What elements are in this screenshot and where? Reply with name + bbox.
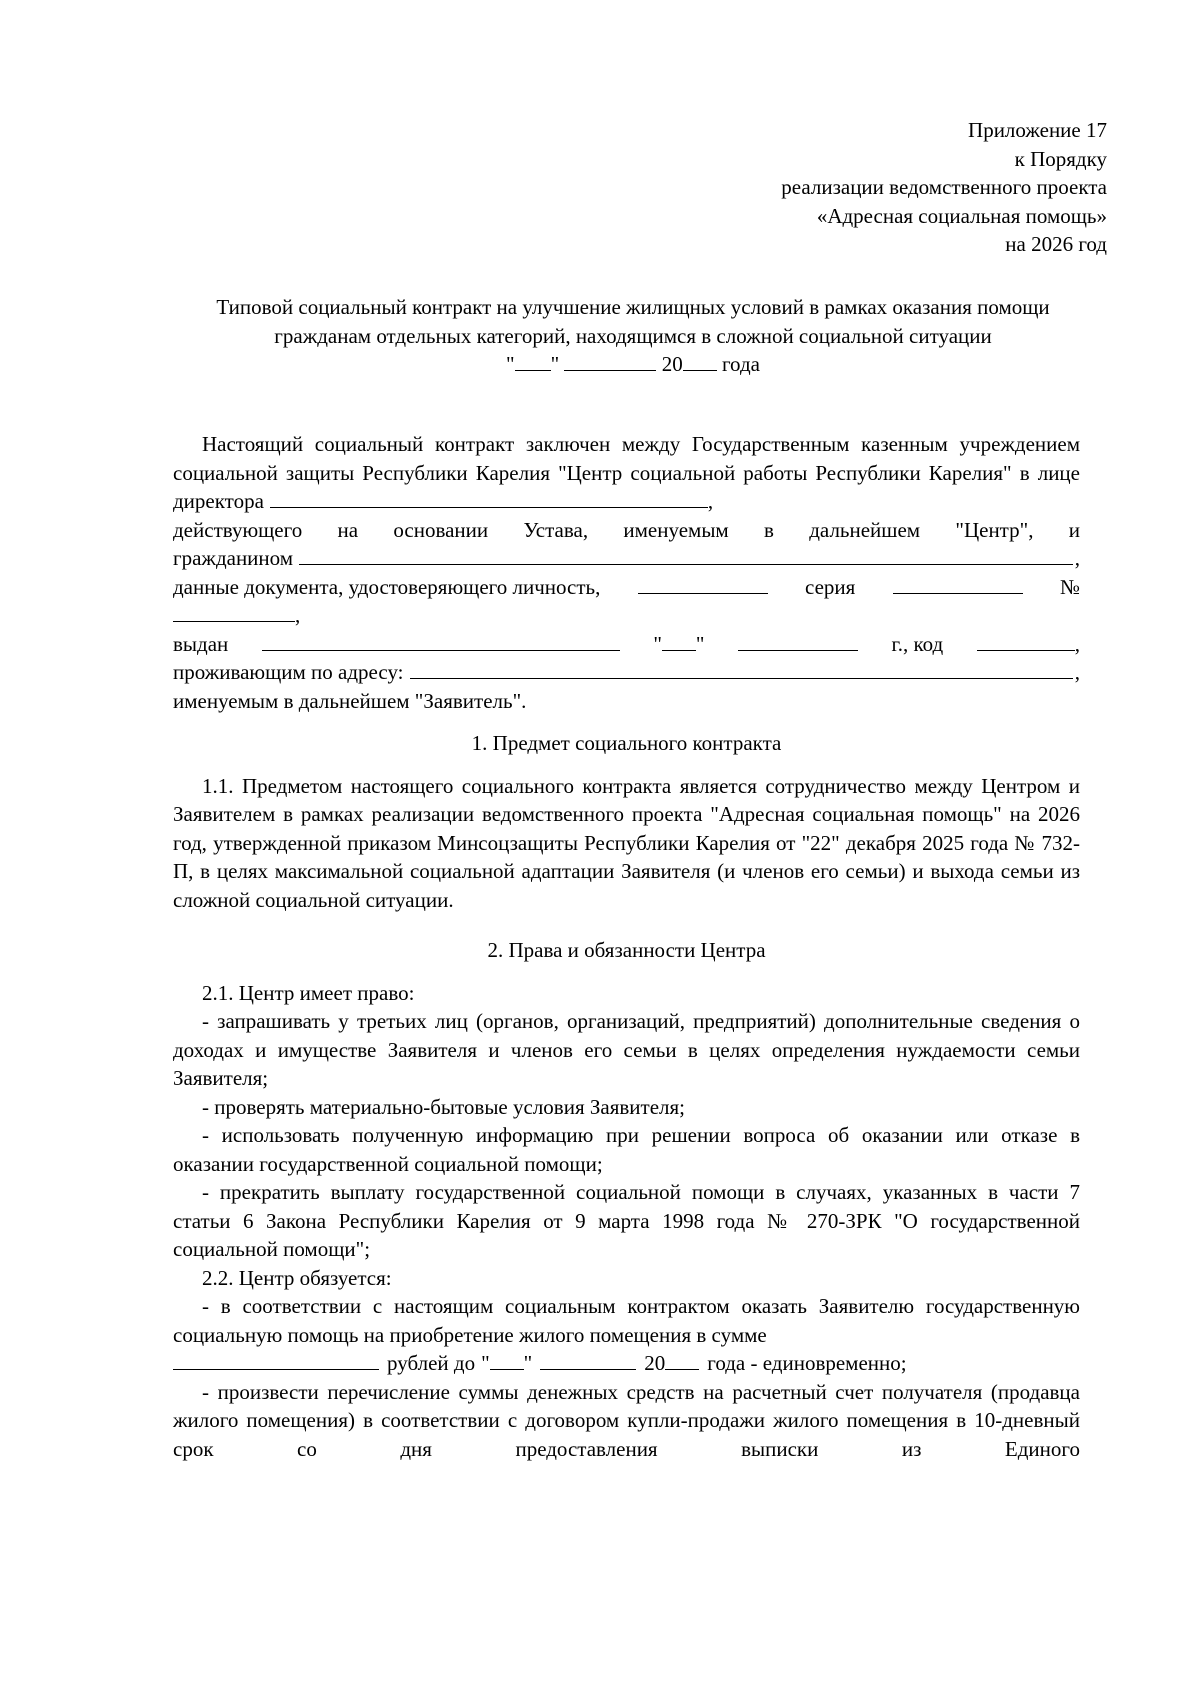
address-line: проживающим по адресу: , [173, 658, 1080, 687]
id-doc-blank [638, 573, 768, 594]
appendix-block [781, 116, 1107, 259]
date-quote-open: " [506, 352, 515, 376]
series-blank [893, 573, 1023, 594]
date-quote-close: " [550, 352, 560, 376]
appendix-line-5: на 2026 год [1005, 232, 1107, 256]
number-blank [173, 601, 295, 622]
sum-month-blank [540, 1349, 636, 1370]
applicant-line: именуемым в дальнейшем "Заявитель". [173, 688, 527, 713]
id-doc-label: данные документа, удостоверяющего личность, [173, 574, 601, 599]
issued-month-blank [738, 630, 858, 651]
sum-blank [173, 1349, 379, 1370]
sum-year-blank [665, 1349, 699, 1370]
number-sign: № [1059, 574, 1080, 599]
sum-date: " " [481, 1351, 533, 1375]
sum-tail: года - единовременно; [707, 1351, 907, 1375]
sum-line [173, 1349, 1080, 1378]
acting-text: действующего на основании Устава, именуемым в дальнейшем "Центр", и [173, 517, 1080, 542]
address-label: проживающим по адресу: [173, 660, 404, 684]
clause-2-2-b: - произвести перечисление суммы денежных средств на расчетный счет получателя (продавца жилого помещения) в соответствии с договором купли-продажи жилого помещения в 10-дневный срок со дня предоставления выписки из Единого [173, 1379, 1080, 1461]
day-blank [515, 350, 551, 371]
clause-2-1-d: - прекратить выплату государственной социальной помощи в случаях, указанных в части 7 статьи 6 Закона Республики Карелия от 9 марта 1998 года № 270-ЗРК "О государственной социальной помощи"; [173, 1180, 1080, 1261]
appendix-line-3: реализации ведомственного проекта [781, 175, 1107, 199]
issued-date: " " [653, 631, 705, 656]
month-blank [564, 350, 656, 371]
citizen-line: гражданином , [173, 544, 1080, 573]
citizen-label: гражданином [173, 546, 294, 570]
clause-2-1: 2.1. Центр имеет право: [202, 980, 415, 1005]
date-century: 20 [661, 352, 683, 376]
appendix-line-1: Приложение 17 [968, 118, 1107, 142]
acting-line [173, 516, 1080, 545]
sum-century: 20 [644, 1351, 666, 1375]
code-blank-group: , [977, 630, 1080, 659]
section-1-heading: 1. Предмет социального контракта [471, 731, 782, 755]
address-blank [410, 658, 1073, 679]
clause-2-1-a: - запрашивать у третьих лиц (органов, организаций, предприятий) дополнительные сведения о доходах и имуществе Заявителя и членов его семьи в целях определения нуждаемости семьи Заявителя; [173, 1009, 1080, 1090]
rub-label: рублей до [387, 1351, 476, 1375]
intro-text: Настоящий социальный контракт заключен между Государственным казенным учреждением социальной защиты Республики Карелия "Центр социальной работы Республики Карелия" в лице директора [173, 432, 1080, 513]
number-line: , [173, 601, 1080, 630]
contract-body [173, 430, 1080, 1463]
clause-2-1-c: - использовать полученную информацию при решении вопроса об оказании или отказе в оказании государственной социальной помощи; [173, 1123, 1080, 1176]
clause-2-2: 2.2. Центр обязуется: [202, 1265, 392, 1290]
appendix-line-2: к Порядку [1014, 146, 1107, 171]
appendix-line-4: «Адресная социальная помощь» [816, 203, 1107, 228]
intro-paragraph: Настоящий социальный контракт заключен между Государственным казенным учреждением социальной защиты Республики Карелия "Центр социальной работы Республики Карелия" в лице директора , [173, 432, 1080, 513]
year-code-label: г., код [891, 631, 944, 656]
clause-2-2-a: - в соответствии с настоящим социальным контрактом оказать Заявителю государственную социальную помощь на приобретение жилого помещения в сумме [173, 1294, 1080, 1347]
clause-1-1: 1.1. Предметом настоящего социального контракта является сотрудничество между Центром и Заявителем в рамках реализации ведомственного проекта "Адресная социальная помощь" на 2026 год, утвержденной приказом Минсоцзащиты Республики Карелия от "22" декабря 2025 года № 732-П, в целях максимальной социальной адаптации Заявителя (и членов его семьи) и выхода семьи из сложной социальной ситуации. [173, 773, 1080, 912]
id-doc-line [173, 573, 1080, 602]
issued-label: выдан [173, 631, 229, 656]
date-suffix: года [721, 352, 760, 376]
clause-2-1-b: - проверять материально-бытовые условия Заявителя; [202, 1094, 685, 1119]
title-text: Типовой социальный контракт на улучшение жилищных условий в рамках оказания помощи гражданам отдельных категорий, находящимся в сложной социальной ситуации [216, 295, 1050, 348]
title-date-line [173, 350, 1093, 379]
year-blank [683, 350, 717, 371]
document-title [173, 293, 1093, 379]
series-label: серия [805, 574, 856, 599]
issued-line [173, 630, 1080, 659]
issued-by-blank [262, 630, 620, 651]
section-2-heading: 2. Права и обязанности Центра [487, 938, 766, 962]
citizen-blank [299, 544, 1073, 565]
director-blank [270, 487, 708, 508]
